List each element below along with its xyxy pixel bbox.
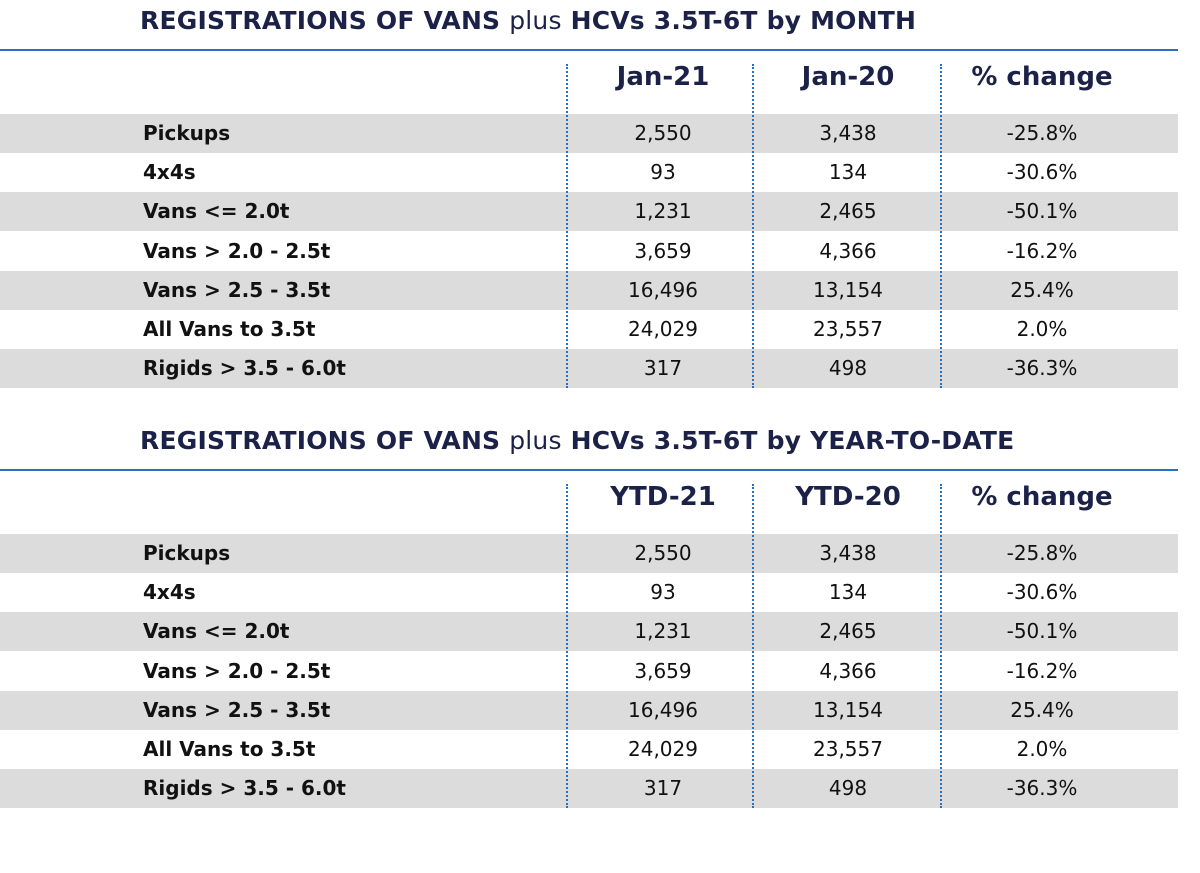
title-divider: [0, 469, 1178, 471]
table-cell: -16.2%: [1006, 658, 1078, 683]
title-part-3: HCVs 3.5T-6T by MONTH: [570, 6, 917, 35]
table-cell: 2,465: [819, 619, 877, 644]
table-cell: 2.0%: [1016, 317, 1068, 341]
table-cell: 498: [828, 356, 868, 381]
column-header: YTD-21: [610, 482, 716, 512]
table-row: [0, 691, 1178, 730]
table-row: [0, 271, 1178, 310]
table-cell: -25.8%: [1006, 541, 1078, 565]
row-label: Vans > 2.0 - 2.5t: [143, 238, 331, 263]
column-divider: [752, 484, 754, 808]
row-label: 4x4s: [143, 160, 196, 185]
row-label: Pickups: [143, 541, 231, 565]
title-part-3: HCVs 3.5T-6T by YEAR-TO-DATE: [570, 426, 1015, 455]
table-cell: -30.6%: [1006, 160, 1078, 185]
row-label: 4x4s: [143, 580, 196, 605]
table-row: [0, 310, 1178, 349]
table-cell: 93: [650, 160, 676, 185]
table-cell: 4,366: [819, 658, 877, 683]
table-cell: 134: [828, 580, 868, 605]
title-part-2: plus: [509, 426, 562, 455]
table-row: [0, 730, 1178, 769]
title-part-1: REGISTRATIONS OF VANS: [140, 6, 501, 35]
column-divider: [566, 64, 568, 388]
table-row: [0, 153, 1178, 192]
column-divider: [940, 484, 942, 808]
table-cell: -50.1%: [1006, 619, 1078, 644]
row-label: Vans <= 2.0t: [143, 619, 290, 644]
table-cell: 4,366: [819, 238, 877, 263]
table-cell: 16,496: [628, 697, 698, 722]
table-cell: 1,231: [634, 619, 692, 644]
table-cell: 13,154: [813, 697, 883, 722]
table-cell: 13,154: [813, 277, 883, 302]
row-label: All Vans to 3.5t: [143, 317, 316, 341]
table-cell: 24,029: [628, 737, 698, 761]
table-row: [0, 612, 1178, 651]
table-cell: 498: [828, 776, 868, 801]
table-cell: 93: [650, 580, 676, 605]
table-cell: -30.6%: [1006, 580, 1078, 605]
table-cell: 25.4%: [1010, 277, 1074, 302]
registrations-table-ytd: [0, 420, 1200, 820]
table-cell: -50.1%: [1006, 199, 1078, 224]
table-cell: 317: [643, 356, 683, 381]
row-label: Pickups: [143, 121, 231, 145]
column-header: % change: [971, 482, 1113, 512]
column-divider: [566, 484, 568, 808]
table-cell: 2,550: [634, 121, 692, 145]
column-header: YTD-20: [795, 482, 901, 512]
table-cell: 2,550: [634, 541, 692, 565]
table-cell: 16,496: [628, 277, 698, 302]
table-cell: 2.0%: [1016, 737, 1068, 761]
title-part-2: plus: [509, 6, 562, 35]
table-cell: -25.8%: [1006, 121, 1078, 145]
title-part-1: REGISTRATIONS OF VANS: [140, 426, 501, 455]
row-label: Rigids > 3.5 - 6.0t: [143, 356, 346, 381]
table-row: [0, 769, 1178, 808]
table-cell: 24,029: [628, 317, 698, 341]
table-cell: 3,438: [819, 541, 877, 565]
row-label: Vans <= 2.0t: [143, 199, 290, 224]
table-cell: 3,659: [634, 658, 692, 683]
registrations-table-month: [0, 0, 1200, 400]
row-label: All Vans to 3.5t: [143, 737, 316, 761]
table-cell: 1,231: [634, 199, 692, 224]
table-cell: 23,557: [813, 317, 883, 341]
table-cell: 317: [643, 776, 683, 801]
table-row: [0, 232, 1178, 271]
table-cell: -36.3%: [1006, 356, 1078, 381]
table-row: [0, 652, 1178, 691]
table-row: [0, 534, 1178, 573]
table-title: [140, 426, 1014, 455]
column-header: % change: [971, 62, 1113, 92]
table-cell: 3,659: [634, 238, 692, 263]
table-cell: 2,465: [819, 199, 877, 224]
table-cell: 134: [828, 160, 868, 185]
column-header: Jan-20: [801, 62, 895, 92]
table-cell: -36.3%: [1006, 776, 1078, 801]
table-row: [0, 349, 1178, 388]
row-label: Vans > 2.0 - 2.5t: [143, 658, 331, 683]
table-row: [0, 573, 1178, 612]
column-divider: [940, 64, 942, 388]
table-cell: 3,438: [819, 121, 877, 145]
title-divider: [0, 49, 1178, 51]
table-cell: 25.4%: [1010, 697, 1074, 722]
row-label: Vans > 2.5 - 3.5t: [143, 277, 331, 302]
column-header: Jan-21: [616, 62, 710, 92]
row-label: Vans > 2.5 - 3.5t: [143, 697, 331, 722]
table-row: [0, 192, 1178, 231]
row-label: Rigids > 3.5 - 6.0t: [143, 776, 346, 801]
column-divider: [752, 64, 754, 388]
table-title: [140, 6, 916, 35]
table-cell: -16.2%: [1006, 238, 1078, 263]
table-cell: 23,557: [813, 737, 883, 761]
table-row: [0, 114, 1178, 153]
